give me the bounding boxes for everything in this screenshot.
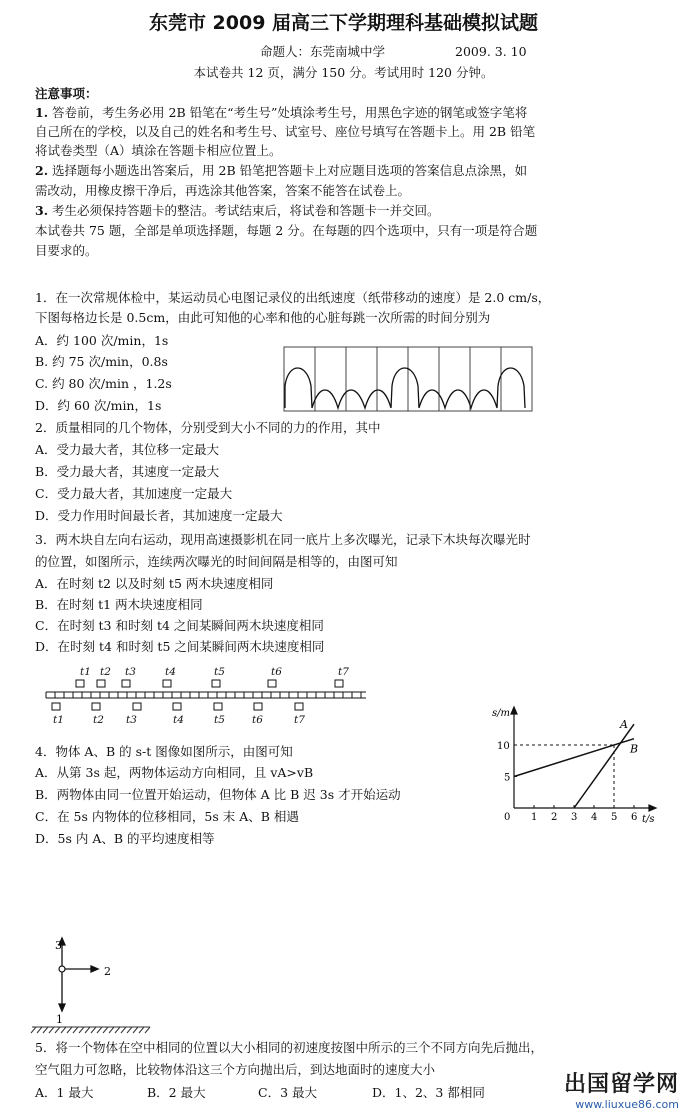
q5-option-b: B．2 最大 xyxy=(147,1085,206,1100)
direction-2-arrow xyxy=(91,966,98,972)
q1-stem-line-2: 下图每格边长是 0.5cm，由此可知他的心率和他的心脏每跳一次所需的时间分别为 xyxy=(35,310,491,325)
q3-stem-line-2: 的位置，如图所示，连续两次曝光的时间间隔是相等的，由图可知 xyxy=(35,554,398,569)
q3-option-c: C．在时刻 t3 和时刻 t4 之间某瞬间两木块速度相同 xyxy=(35,618,324,633)
throw-direction-diagram xyxy=(28,935,158,1035)
q2-option-c: C．受力最大者，其加速度一定最大 xyxy=(35,486,233,501)
top-label-t5: t5 xyxy=(214,666,225,678)
s-t-chart xyxy=(484,700,664,825)
x-axis-label: t/s xyxy=(642,814,655,825)
note-2-line-1: 2. 选择题每小题选出答案后，用 2B 铅笔把答题卡上对应题目选项的答案信息点涂黑，如 xyxy=(35,163,528,178)
notes-heading: 注意事项： xyxy=(35,86,98,101)
q5-option-c: C．3 最大 xyxy=(258,1085,317,1100)
throw-point xyxy=(59,966,65,972)
watermark-url: www.liuxue86.com xyxy=(575,1098,679,1111)
q3-stem-line-1: 3．两木块自左向右运动，现用高速摄影机在同一底片上多次曝光，记录下木块每次曝光时 xyxy=(35,532,531,547)
exam-summary: 本试卷共 12 页，满分 150 分。考试用时 120 分钟。 xyxy=(193,65,494,80)
note-1-line-2: 自己所在的学校，以及自己的姓名和考生号、试室号、座位号填写在答题卡上。用 2B 铅笔 xyxy=(35,124,536,139)
note-1-line-1: 1. 答卷前，考生务必用 2B 铅笔在“考生号”处填涂考生号，用黑色字迹的钢笔或签字笔将 xyxy=(35,105,528,120)
q5-option-a: A．1 最大 xyxy=(35,1085,94,1100)
direction-label-2: 2 xyxy=(104,965,111,978)
q1-option-b: B. 约 75 次/min，0.8s xyxy=(35,354,168,369)
q2-option-a: A．受力最大者，其位移一定最大 xyxy=(35,442,220,457)
x-tick-label-1: 1 xyxy=(531,812,538,823)
q2-option-d: D．受力作用时间最长者，其加速度一定最大 xyxy=(35,508,283,523)
direction-label-1: 1 xyxy=(56,1013,63,1026)
q3-option-b: B．在时刻 t1 两木块速度相同 xyxy=(35,597,203,612)
note-1-line-3: 将试卷类型（A）填涂在答题卡相应位置上。 xyxy=(35,143,282,158)
watermark-name: 出国留学网 xyxy=(563,1072,679,1097)
q4-option-c: C．在 5s 内物体的位移相同，5s 末 A、B 相遇 xyxy=(35,809,299,824)
x-axis-arrow xyxy=(649,805,656,811)
y-tick-label-10: 10 xyxy=(497,741,510,752)
bottom-label-t6: t6 xyxy=(252,714,263,726)
series-B-label: B xyxy=(630,742,639,756)
page-title: 东莞市 2009 届高三下学期理科基础模拟试题 xyxy=(148,12,539,34)
q3-option-a: A．在时刻 t2 以及时刻 t5 两木块速度相同 xyxy=(35,576,274,591)
q4-option-a: A．从第 3s 起，两物体运动方向相同，且 vA>vB xyxy=(35,765,314,780)
author-line xyxy=(260,42,527,60)
bottom-labels xyxy=(53,714,305,726)
site-watermark xyxy=(564,1067,679,1111)
series-B-line xyxy=(514,739,634,777)
q4-option-b: B．两物体由同一位置开始运动，但物体 A 比 B 迟 3s 才开始运动 xyxy=(35,787,401,802)
intro-line-2: 目要求的。 xyxy=(35,243,98,258)
series-A-label: A xyxy=(620,718,628,732)
q2-stem: 2．质量相同的几个物体，分别受到大小不同的力的作用，其中 xyxy=(35,420,381,435)
ecg-diagram xyxy=(283,346,543,414)
ecg-trace xyxy=(285,368,525,408)
top-label-t6: t6 xyxy=(271,666,282,678)
y-axis-label: s/m xyxy=(492,708,510,719)
bottom-label-t4: t4 xyxy=(173,714,184,726)
bottom-label-t3: t3 xyxy=(126,714,137,726)
note-2-line-2: 需改动，用橡皮擦干净后，再选涂其他答案，答案不能答在试卷上。 xyxy=(35,183,411,198)
x-tick-label-3: 3 xyxy=(571,812,578,823)
q4-option-d: D．5s 内 A、B 的平均速度相等 xyxy=(35,831,215,846)
q4-stem: 4．物体 A、B 的 s-t 图像如图所示，由图可知 xyxy=(35,744,293,759)
top-label-t3: t3 xyxy=(125,666,136,678)
q1-option-d: D．约 60 次/min，1s xyxy=(35,398,162,413)
q3-option-d: D．在时刻 t4 和时刻 t5 之间某瞬间两木块速度相同 xyxy=(35,639,325,654)
x-tick-label-6: 6 xyxy=(631,812,638,823)
top-label-t2: t2 xyxy=(100,666,111,678)
y-axis-arrow xyxy=(511,707,517,714)
top-label-t7: t7 xyxy=(338,666,349,678)
q5-option-d: D．1、2、3 都相同 xyxy=(372,1085,485,1100)
origin-label: 0 xyxy=(504,812,511,823)
top-label-t1: t1 xyxy=(80,666,91,678)
intro-line-1: 本试卷共 75 题，全部是单项选择题，每题 2 分。在每题的四个选项中，只有一项是符合题 xyxy=(35,223,538,238)
top-labels xyxy=(80,666,349,678)
bottom-label-t2: t2 xyxy=(93,714,104,726)
ground-hatching xyxy=(31,1027,150,1033)
y-tick-label-5: 5 xyxy=(504,772,511,784)
direction-label-3: 3 xyxy=(55,939,62,952)
x-tick-label-2: 2 xyxy=(551,812,558,823)
series-A-line xyxy=(574,724,634,808)
q5-stem-line-1: 5．将一个物体在空中相同的位置以大小相同的初速度按图中所示的三个不同方向先后抛出， xyxy=(35,1040,543,1055)
date: 2009. 3. 10 xyxy=(455,44,527,59)
q1-stem-line-1: 1．在一次常规体检中，某运动员心电图记录仪的出纸速度（纸带移动的速度）是 2.0 cm/s， xyxy=(35,290,551,305)
bottom-label-t7: t7 xyxy=(294,714,305,726)
q5-stem-line-2: 空气阻力可忽略，比较物体沿这三个方向抛出后，到达地面时的速度大小 xyxy=(35,1062,436,1077)
bottom-label-t5: t5 xyxy=(214,714,225,726)
photo-exposure-diagram xyxy=(38,662,378,732)
q1-option-c: C. 约 80 次/min ，1.2s xyxy=(35,376,172,391)
q1-option-a: A．约 100 次/min，1s xyxy=(35,333,169,348)
direction-1-arrow xyxy=(59,1004,65,1011)
top-label-t4: t4 xyxy=(165,666,176,678)
x-tick-label-5: 5 xyxy=(611,812,618,823)
author: 命题人：东莞南城中学 xyxy=(260,44,386,59)
q2-option-b: B．受力最大者，其速度一定最大 xyxy=(35,464,220,479)
bottom-label-t1: t1 xyxy=(53,714,64,726)
note-3-line-1: 3. 考生必须保持答题卡的整洁。考试结束后，将试卷和答题卡一并交回。 xyxy=(35,203,440,218)
x-tick-label-4: 4 xyxy=(591,812,598,823)
